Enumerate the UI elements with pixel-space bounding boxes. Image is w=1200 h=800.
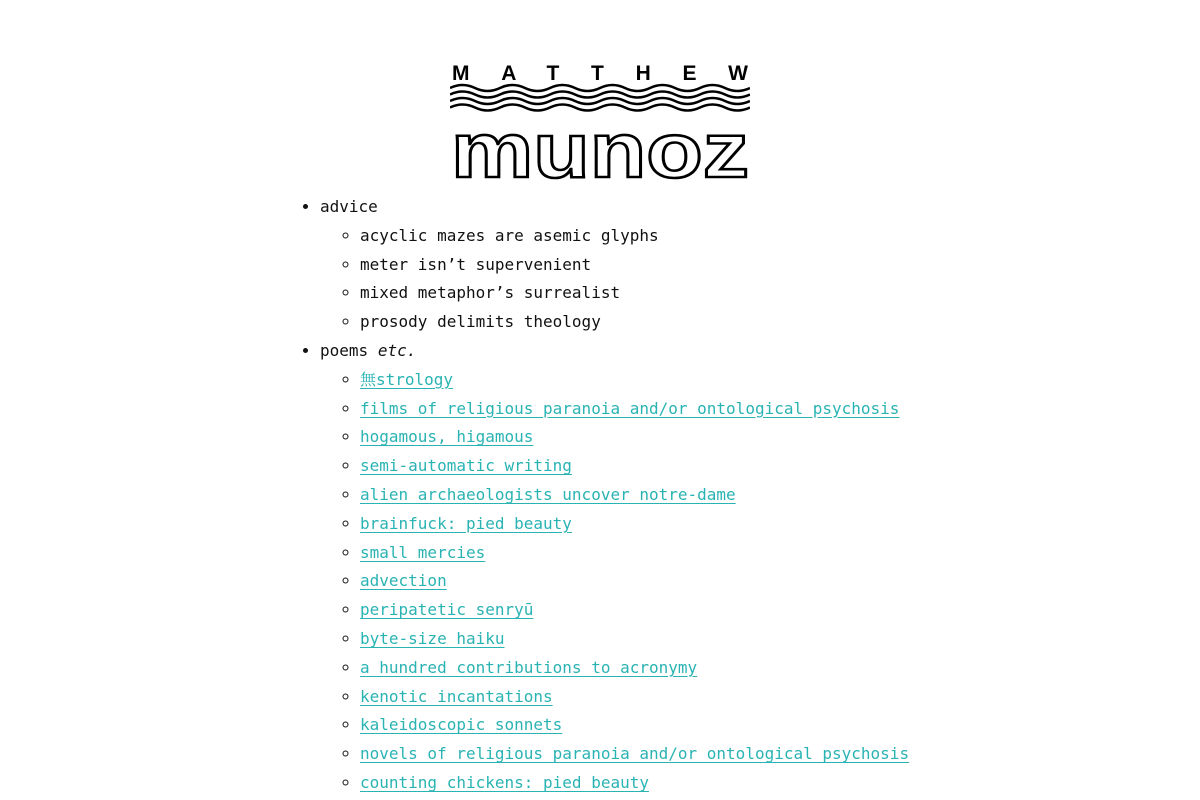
advice-list-item bbox=[360, 279, 980, 308]
poem-link[interactable]: advection bbox=[360, 571, 447, 591]
poem-list-item bbox=[360, 510, 980, 539]
poem-link[interactable]: novels of religious paranoia and/or ontological psychosis bbox=[360, 744, 910, 764]
poem-list-item bbox=[360, 654, 980, 683]
logo-graphic bbox=[450, 64, 750, 182]
poem-link[interactable]: kenotic incantations bbox=[360, 686, 553, 706]
poem-list-item bbox=[360, 769, 980, 798]
section-list bbox=[280, 193, 980, 798]
section-items bbox=[320, 222, 980, 337]
poem-list-item bbox=[360, 596, 980, 625]
logo-first-name: MATTHEW bbox=[452, 64, 748, 85]
advice-text: meter isn’t supervenient bbox=[360, 254, 592, 274]
section-poems bbox=[320, 337, 980, 798]
poem-link[interactable]: alien archaeologists uncover notre-dame bbox=[360, 484, 736, 504]
poem-list-item bbox=[360, 481, 980, 510]
poem-link[interactable]: byte-size haiku bbox=[360, 628, 505, 648]
poem-list-item bbox=[360, 539, 980, 568]
section-items bbox=[320, 366, 980, 798]
poem-link[interactable]: hogamous, higamous bbox=[360, 427, 534, 447]
advice-list-item bbox=[360, 308, 980, 337]
poem-list-item bbox=[360, 366, 980, 395]
poem-link[interactable]: 無strology bbox=[360, 369, 454, 389]
advice-text: acyclic mazes are asemic glyphs bbox=[360, 225, 659, 245]
poem-list-item bbox=[360, 395, 980, 424]
poem-list-item bbox=[360, 567, 980, 596]
section-label-suffix: etc. bbox=[377, 340, 417, 360]
poem-link[interactable]: small mercies bbox=[360, 542, 486, 562]
advice-list-item bbox=[360, 251, 980, 280]
poem-list-item bbox=[360, 711, 980, 740]
poem-link[interactable]: kaleidoscopic sonnets bbox=[360, 715, 563, 735]
poem-link[interactable]: semi-automatic writing bbox=[360, 456, 572, 476]
advice-text: prosody delimits theology bbox=[360, 312, 601, 332]
section-advice bbox=[320, 193, 980, 337]
section-label: advice bbox=[320, 197, 378, 216]
logo-last-name: munoz bbox=[451, 106, 749, 182]
poem-list-item bbox=[360, 740, 980, 769]
advice-text: mixed metaphor’s surrealist bbox=[360, 283, 621, 303]
poem-link[interactable]: a hundred contributions to acronymy bbox=[360, 657, 698, 677]
poem-link[interactable]: brainfuck: pied beauty bbox=[360, 513, 572, 533]
poem-link[interactable]: counting chickens: pied beauty bbox=[360, 772, 649, 792]
poem-link[interactable]: peripatetic senryū bbox=[360, 600, 534, 620]
site-logo[interactable] bbox=[450, 64, 750, 182]
poem-list-item bbox=[360, 683, 980, 712]
poem-list-item bbox=[360, 452, 980, 481]
poem-list-item bbox=[360, 423, 980, 452]
advice-list-item bbox=[360, 222, 980, 251]
poem-list-item bbox=[360, 625, 980, 654]
poem-link[interactable]: films of religious paranoia and/or ontological psychosis bbox=[360, 398, 900, 418]
section-label: poems bbox=[320, 340, 369, 360]
main-content bbox=[280, 193, 980, 798]
